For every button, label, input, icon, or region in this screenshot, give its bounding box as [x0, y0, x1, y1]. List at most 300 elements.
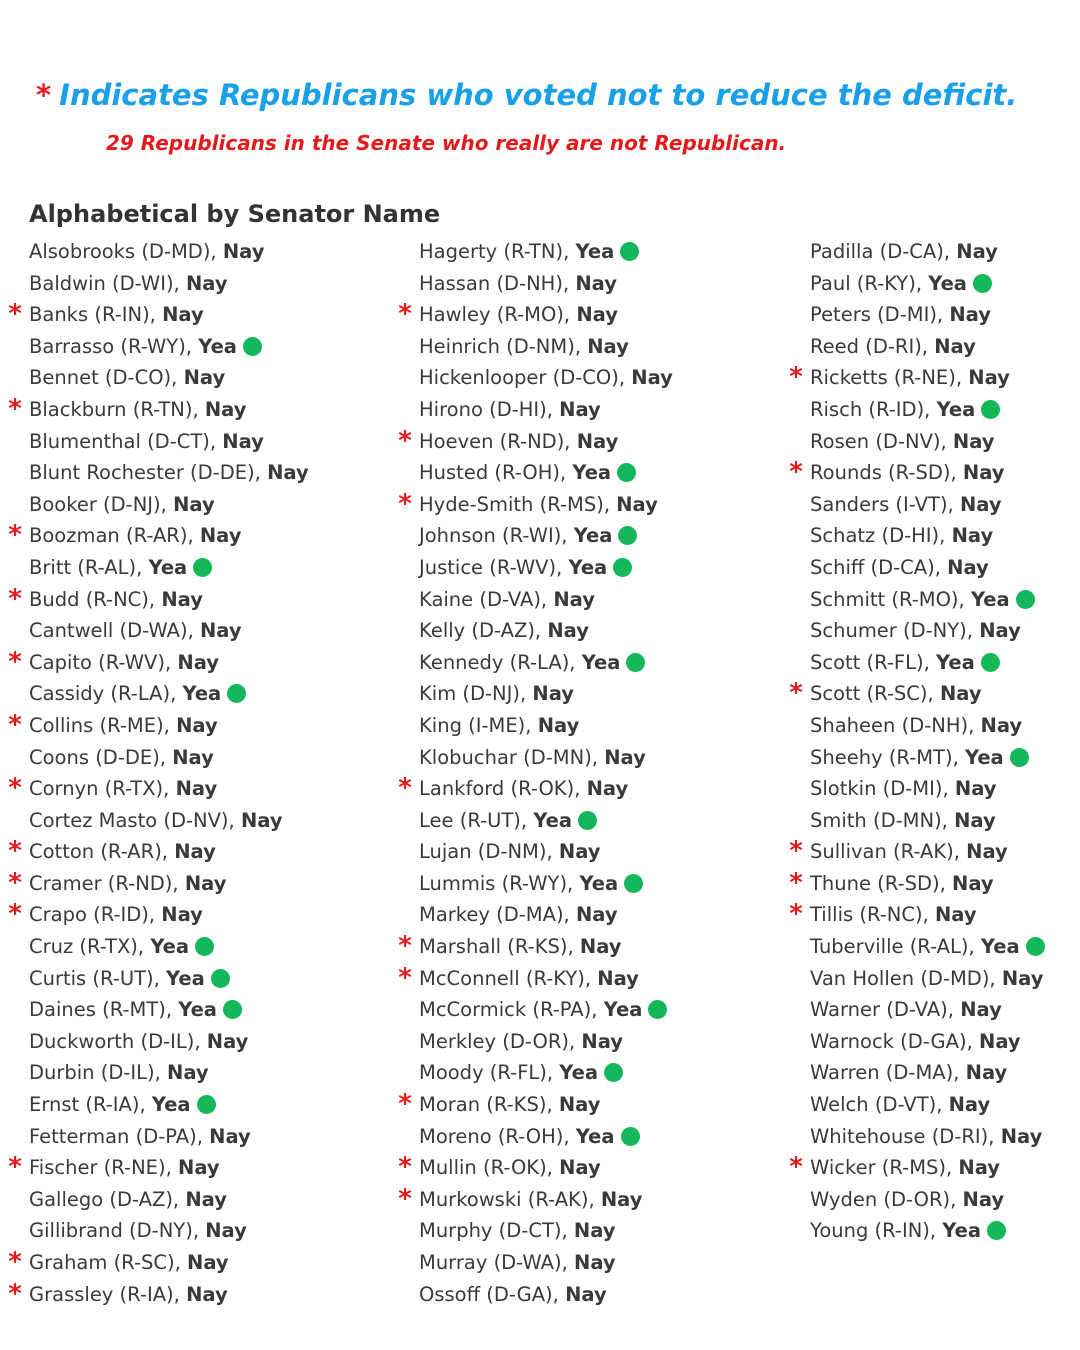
vote-label: Nay [222, 429, 264, 453]
senator-name: Merkley (D-OR), [419, 1029, 576, 1053]
vote-label: Nay [948, 1093, 991, 1117]
senator-row [785, 836, 1045, 868]
senator-name: Bennet (D-CO), [29, 366, 178, 390]
senator-column-2 [394, 236, 673, 1310]
senator-name: Kim (D-NJ), [419, 682, 527, 706]
star-icon: * [8, 773, 22, 804]
star-icon: * [8, 1152, 22, 1183]
vote-label: Nay [954, 777, 997, 801]
vote-label: Nay [616, 492, 658, 516]
senator-name: Kennedy (R-LA), [419, 650, 576, 674]
senator-name: Duckworth (D-IL), [29, 1029, 201, 1053]
senator-row [4, 552, 309, 584]
senator-name: Collins (R-ME), [29, 713, 170, 737]
senator-name: Kaine (D-VA), [419, 587, 548, 611]
senator-row [4, 678, 309, 710]
senator-name: Scott (R-SC), [810, 682, 934, 706]
senator-row [394, 1279, 673, 1311]
senator-row [4, 805, 309, 837]
vote-label: Nay [206, 1029, 249, 1053]
vote-label: Nay [631, 366, 673, 390]
vote-label: Yea [581, 650, 621, 674]
senator-row [394, 489, 673, 521]
green-dot-icon [981, 653, 1000, 672]
vote-label: Nay [178, 1156, 220, 1180]
vote-label: Nay [187, 1251, 229, 1274]
senator-name: Heinrich (D-NM), [419, 334, 582, 358]
senator-row [785, 426, 1045, 458]
green-dot-icon [1010, 748, 1029, 767]
green-dot-icon [1026, 937, 1045, 956]
green-dot-icon [617, 463, 636, 482]
senator-name: Lee (R-UT), [419, 808, 528, 832]
vote-label: Nay [204, 397, 247, 421]
senator-row [394, 1057, 673, 1089]
vote-label: Nay [586, 777, 629, 801]
senator-row [4, 868, 309, 900]
senator-name: Rounds (R-SD), [810, 461, 957, 485]
senator-row [394, 963, 673, 995]
senator-row [785, 1057, 1045, 1089]
senator-row [394, 457, 673, 489]
vote-label: Yea [150, 935, 190, 959]
vote-label: Nay [960, 998, 1002, 1022]
senator-row [394, 1215, 673, 1247]
star-icon: * [8, 1247, 22, 1277]
star-icon: * [398, 1152, 412, 1183]
senator-row [394, 899, 673, 931]
vote-label: Nay [559, 1156, 601, 1180]
senator-name: Moody (R-FL), [419, 1061, 554, 1085]
star-icon: * [8, 1278, 22, 1309]
vote-label: Yea [573, 524, 613, 548]
senator-name: Boozman (R-AR), [29, 524, 194, 548]
star-icon: * [8, 393, 22, 424]
senator-row [785, 1152, 1045, 1184]
senator-row [394, 836, 673, 868]
vote-label: Nay [161, 587, 203, 611]
senator-row [394, 1121, 673, 1153]
senator-name: Schatz (D-HI), [810, 524, 946, 548]
vote-label: Nay [199, 619, 242, 643]
senator-row [394, 552, 673, 584]
senator-name: Marshall (R-KS), [419, 935, 574, 959]
senator-name: Risch (R-ID), [810, 397, 931, 421]
senator-name: Gallego (D-AZ), [29, 1187, 180, 1211]
senator-row [4, 520, 309, 552]
senator-name: Graham (R-SC), [29, 1251, 181, 1274]
vote-label: Nay [604, 745, 646, 769]
senator-row [4, 899, 309, 931]
senator-name: Husted (R-OH), [419, 461, 567, 485]
vote-label: Nay [600, 1187, 643, 1211]
senator-row [785, 805, 1045, 837]
senator-name: Schumer (D-NY), [810, 619, 973, 643]
senator-row [394, 362, 673, 394]
vote-label: Nay [575, 271, 617, 295]
senator-name: Blackburn (R-TN), [29, 397, 199, 421]
vote-label: Nay [952, 429, 995, 453]
vote-label: Nay [947, 555, 989, 579]
senator-row [785, 299, 1045, 331]
senator-row [4, 1215, 309, 1247]
senator-row [785, 520, 1045, 552]
senator-name: Warner (D-VA), [810, 998, 954, 1022]
star-icon: * [789, 1152, 803, 1183]
vote-label: Nay [186, 1282, 228, 1306]
vote-label: Nay [956, 240, 998, 263]
senator-name: Warren (D-MA), [810, 1061, 960, 1085]
senator-row [785, 710, 1045, 742]
senator-name: Hyde-Smith (R-MS), [419, 492, 611, 516]
star-icon: * [789, 899, 803, 930]
vote-label: Nay [183, 366, 226, 390]
vote-label: Nay [176, 713, 218, 737]
star-icon: * [398, 931, 412, 962]
vote-label: Nay [177, 650, 219, 674]
star-icon: * [398, 299, 412, 330]
senator-name: Blunt Rochester (D-DE), [29, 461, 261, 485]
vote-label: Yea [936, 650, 975, 674]
vote-label: Nay [979, 619, 1021, 643]
star-icon: * [8, 899, 22, 930]
senator-name: Hagerty (R-TN), [419, 240, 570, 263]
star-icon: * [8, 836, 22, 867]
senator-row [4, 457, 309, 489]
vote-label: Nay [958, 1156, 1001, 1180]
senator-row [785, 963, 1045, 995]
green-dot-icon [197, 1095, 216, 1114]
senator-name: Justice (R-WV), [419, 555, 563, 579]
senator-name: Moran (R-KS), [419, 1093, 553, 1117]
senator-name: Alsobrooks (D-MD), [29, 240, 217, 263]
senator-row [4, 362, 309, 394]
vote-label: Yea [970, 587, 1010, 611]
senator-row [4, 1152, 309, 1184]
senator-name: Murray (D-WA), [419, 1251, 568, 1274]
senator-name: Smith (D-MN), [810, 808, 948, 832]
vote-label: Yea [942, 1219, 982, 1243]
senator-row [4, 394, 309, 426]
vote-label: Nay [581, 1029, 623, 1053]
senator-row [394, 710, 673, 742]
senator-row [4, 742, 309, 774]
senator-name: Budd (R-NC), [29, 587, 156, 611]
vote-label: Nay [162, 303, 204, 327]
vote-label: Nay [949, 303, 991, 327]
star-icon: * [789, 836, 803, 867]
senator-name: Baldwin (D-WI), [29, 271, 180, 295]
senator-row [785, 331, 1045, 363]
green-dot-icon [621, 1127, 640, 1146]
senator-row [394, 868, 673, 900]
senator-row [4, 236, 309, 268]
senator-name: McConnell (R-KY), [419, 966, 592, 990]
senator-row [785, 552, 1045, 584]
senator-name: Durbin (D-IL), [29, 1061, 161, 1085]
senator-name: Wicker (R-MS), [810, 1156, 953, 1180]
senator-name: Booker (D-NJ), [29, 492, 167, 516]
vote-label: Nay [161, 903, 203, 927]
senator-name: Hoeven (R-ND), [419, 429, 571, 453]
vote-label: Yea [964, 745, 1004, 769]
vote-label: Yea [572, 461, 612, 485]
senator-name: Britt (R-AL), [29, 555, 143, 579]
senator-row [785, 615, 1045, 647]
senator-row [394, 678, 673, 710]
senator-name: Hassan (D-NH), [419, 271, 570, 295]
senator-name: Tuberville (R-AL), [810, 935, 975, 959]
senator-row [785, 678, 1045, 710]
senator-name: Banks (R-IN), [29, 303, 156, 327]
vote-label: Nay [575, 903, 618, 927]
star-icon: * [398, 488, 412, 519]
senator-row [4, 331, 309, 363]
senator-name: Tillis (R-NC), [810, 903, 929, 927]
vote-label: Nay [167, 1061, 209, 1085]
senator-name: Mullin (R-OK), [419, 1156, 553, 1180]
vote-label: Nay [966, 840, 1008, 864]
senator-row [394, 236, 673, 268]
senator-name: Paul (R-KY), [810, 271, 923, 295]
senator-name: Grassley (R-IA), [29, 1282, 180, 1306]
legend-note-text: Indicates Republicans who voted not to reduce the deficit. [59, 78, 1018, 112]
vote-label: Nay [558, 840, 601, 864]
senator-name: Johnson (R-WI), [419, 524, 568, 548]
vote-label: Nay [576, 429, 619, 453]
senator-row [785, 899, 1045, 931]
vote-label: Yea [575, 1124, 615, 1148]
vote-label: Nay [1001, 966, 1044, 990]
senator-column-1 [4, 236, 309, 1310]
senator-row [394, 1152, 673, 1184]
vote-label: Nay [934, 903, 977, 927]
senator-name: Sanders (I-VT), [810, 492, 954, 516]
star-icon: * [398, 773, 412, 804]
vote-label: Nay [184, 871, 227, 895]
vote-label: Yea [148, 555, 188, 579]
senator-row [785, 647, 1045, 679]
senator-name: Cantwell (D-WA), [29, 619, 194, 643]
senator-row [394, 299, 673, 331]
star-icon: * [8, 583, 22, 614]
senator-row [4, 1057, 309, 1089]
senator-row [4, 710, 309, 742]
green-dot-icon [193, 558, 212, 577]
senator-row [785, 1089, 1045, 1121]
green-dot-icon [195, 937, 214, 956]
vote-label: Yea [178, 998, 217, 1022]
senator-name: McCormick (R-PA), [419, 998, 598, 1022]
vote-label: Yea [980, 935, 1020, 959]
senator-row [394, 584, 673, 616]
senator-row [394, 520, 673, 552]
green-dot-icon [987, 1221, 1006, 1240]
green-dot-icon [227, 684, 246, 703]
senator-row [785, 931, 1045, 963]
vote-label: Nay [968, 366, 1010, 390]
senator-row [4, 1089, 309, 1121]
senator-name: Hirono (D-HI), [419, 397, 553, 421]
green-dot-icon [626, 653, 645, 672]
vote-label: Nay [185, 1187, 227, 1211]
senator-row [394, 1184, 673, 1216]
senator-name: Moreno (R-OH), [419, 1124, 570, 1148]
senator-name: Cortez Masto (D-NV), [29, 808, 235, 832]
vote-label: Nay [175, 777, 218, 801]
senator-row [785, 457, 1045, 489]
sub-note: 29 Republicans in the Senate who really are not Republican. [106, 131, 787, 155]
senator-row [785, 1215, 1045, 1247]
senator-name: Murphy (D-CT), [419, 1219, 568, 1243]
senator-row [394, 615, 673, 647]
senator-name: Shaheen (D-NH), [810, 713, 975, 737]
senator-row [785, 584, 1045, 616]
senator-name: Peters (D-MI), [810, 303, 944, 327]
vote-label: Nay [573, 1219, 616, 1243]
senator-row [4, 426, 309, 458]
senator-row [394, 773, 673, 805]
senator-name: Lujan (D-NM), [419, 840, 553, 864]
vote-label: Nay [172, 745, 214, 769]
senator-name: Sullivan (R-AK), [810, 840, 960, 864]
senator-name: Welch (D-VT), [810, 1093, 943, 1117]
green-dot-icon [648, 1000, 667, 1019]
star-icon: * [398, 962, 412, 993]
senator-row [4, 994, 309, 1026]
vote-label: Nay [979, 1029, 1021, 1053]
senator-row [4, 1026, 309, 1058]
senator-name: Gillibrand (D-NY), [29, 1219, 200, 1243]
senator-row [4, 1184, 309, 1216]
senator-name: Daines (R-MT), [29, 998, 173, 1022]
vote-label: Yea [559, 1061, 599, 1085]
vote-label: Nay [576, 303, 618, 327]
senator-row [785, 1026, 1045, 1058]
senator-name: Wyden (D-OR), [810, 1187, 957, 1211]
green-dot-icon [223, 1000, 242, 1019]
senator-row [4, 836, 309, 868]
vote-label: Nay [980, 713, 1023, 737]
senator-name: Fischer (R-NE), [29, 1156, 172, 1180]
vote-label: Nay [597, 966, 639, 990]
vote-label: Nay [537, 713, 580, 737]
senator-row [785, 1184, 1045, 1216]
senator-row [394, 331, 673, 363]
senator-row [4, 489, 309, 521]
vote-label: Nay [959, 492, 1002, 516]
vote-label: Nay [558, 1093, 601, 1117]
vote-label: Nay [965, 1061, 1008, 1085]
senator-name: Reed (D-RI), [810, 334, 929, 358]
star-icon: * [789, 457, 803, 488]
legend-note [36, 78, 1017, 112]
vote-label: Nay [205, 1219, 247, 1243]
senator-row [785, 394, 1045, 426]
senator-row [4, 773, 309, 805]
star-icon: * [8, 520, 22, 551]
senator-row [394, 1089, 673, 1121]
vote-label: Yea [533, 808, 573, 832]
senator-name: Crapo (R-ID), [29, 903, 156, 927]
vote-label: Nay [222, 240, 265, 263]
vote-label: Yea [575, 240, 615, 263]
star-icon: * [789, 362, 803, 393]
vote-label: Nay [954, 808, 996, 832]
green-dot-icon [981, 400, 1000, 419]
green-dot-icon [243, 337, 262, 356]
green-dot-icon [1016, 590, 1035, 609]
vote-label: Nay [951, 524, 994, 548]
senator-name: Whitehouse (D-RI), [810, 1124, 995, 1148]
vote-label: Yea [603, 998, 643, 1022]
vote-label: Yea [568, 555, 608, 579]
senator-row [785, 773, 1045, 805]
senator-row [4, 647, 309, 679]
vote-label: Nay [962, 1187, 1005, 1211]
senator-row [394, 805, 673, 837]
senator-name: Cramer (R-ND), [29, 871, 179, 895]
vote-label: Nay [952, 871, 994, 895]
senator-name: Blumenthal (D-CT), [29, 429, 217, 453]
vote-label: Yea [579, 871, 619, 895]
vote-label: Yea [198, 334, 237, 358]
star-icon: * [398, 1183, 412, 1214]
star-icon: * [398, 1089, 412, 1120]
senator-name: Schiff (D-CA), [810, 555, 941, 579]
senator-name: Sheehy (R-MT), [810, 745, 959, 769]
senator-row [4, 1279, 309, 1311]
vote-label: Nay [547, 619, 589, 643]
vote-label: Nay [199, 524, 242, 548]
senator-name: Capito (R-WV), [29, 650, 172, 674]
senator-row [394, 1247, 673, 1279]
senator-name: Cassidy (R-LA), [29, 682, 177, 706]
senator-row [4, 615, 309, 647]
senator-row [785, 1121, 1045, 1153]
star-icon: * [36, 78, 52, 112]
senator-row [394, 931, 673, 963]
senator-name: Cotton (R-AR), [29, 840, 168, 864]
senator-row [4, 268, 309, 300]
vote-label: Nay [173, 492, 215, 516]
senator-row [785, 489, 1045, 521]
senator-name: Curtis (R-UT), [29, 966, 160, 990]
senator-row [785, 236, 1045, 268]
senator-row [4, 1121, 309, 1153]
senator-name: Hawley (R-MO), [419, 303, 571, 327]
senator-name: Ossoff (D-GA), [419, 1282, 559, 1306]
star-icon: * [8, 867, 22, 898]
vote-label: Yea [936, 397, 976, 421]
list-heading: Alphabetical by Senator Name [29, 200, 441, 228]
vote-label: Nay [934, 334, 976, 358]
senator-name: Klobuchar (D-MN), [419, 745, 598, 769]
green-dot-icon [620, 242, 639, 261]
senator-name: Coons (D-DE), [29, 745, 166, 769]
green-dot-icon [613, 558, 632, 577]
senator-row [394, 268, 673, 300]
senator-name: Lankford (R-OK), [419, 777, 581, 801]
senator-column-3 [785, 236, 1045, 1247]
senator-row [394, 742, 673, 774]
vote-label: Nay [209, 1124, 251, 1148]
senator-name: Fetterman (D-PA), [29, 1124, 203, 1148]
senator-row [785, 362, 1045, 394]
vote-label: Yea [166, 966, 205, 990]
vote-label: Nay [1000, 1124, 1043, 1148]
senator-row [394, 647, 673, 679]
